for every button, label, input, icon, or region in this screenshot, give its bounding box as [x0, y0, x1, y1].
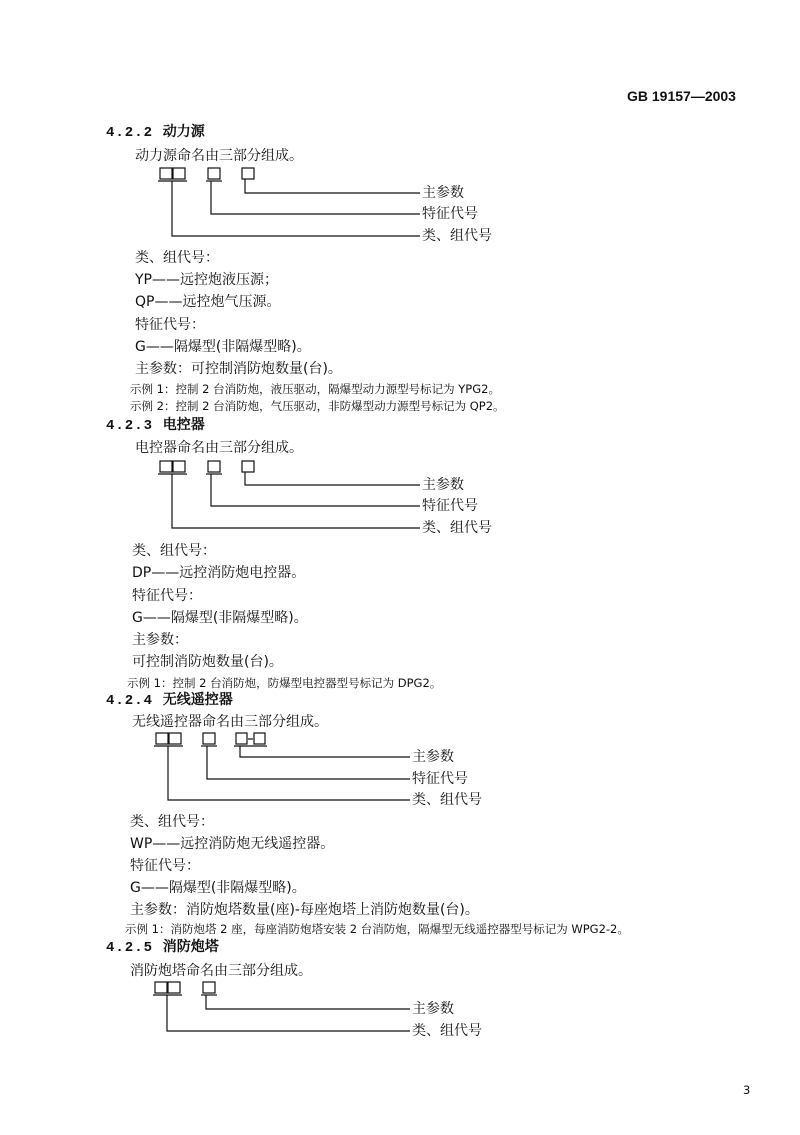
body-line: 特征代号： — [132, 588, 202, 604]
body-line: G——隔爆型(非隔爆型略)。 — [130, 880, 306, 896]
diagram-label: 特征代号 — [422, 206, 478, 222]
diagram-label: 类、组代号 — [412, 792, 482, 808]
example-line: 示例 1：消防炮塔 2 座，每座消防炮塔安装 2 台消防炮，隔爆型无线遥控器型号标记为 WPG2-2。 — [125, 922, 629, 936]
section-number: 4.2.5 — [106, 940, 154, 956]
example-line: 示例 2：控制 2 台消防炮，气压驱动，非防爆型动力源型号标记为 QP2。 — [130, 399, 505, 413]
body-line: DP——远控消防炮电控器。 — [132, 565, 306, 581]
page-number: 3 — [743, 1083, 751, 1097]
diagram-label: 特征代号 — [422, 498, 478, 514]
body-line: 可控制消防炮数量(台)。 — [132, 654, 283, 670]
diagram-label: 类、组代号 — [422, 520, 492, 536]
diagram-label: 主参数 — [412, 749, 454, 765]
body-line: WP——远控消防炮无线遥控器。 — [130, 836, 335, 852]
section-title: 动力源 — [162, 124, 205, 140]
body-line: 类、组代号： — [135, 250, 219, 266]
diagram-label: 主参数 — [422, 477, 464, 493]
example-line: 示例 1：控制 2 台消防炮，液压驱动，隔爆型动力源型号标记为 YPG2。 — [130, 382, 500, 396]
section-title: 电控器 — [162, 417, 205, 433]
diagram-label: 类、组代号 — [422, 228, 492, 244]
section-title: 消防炮塔 — [162, 939, 219, 955]
section-intro: 无线遥控器命名由三部分组成。 — [132, 714, 328, 730]
section-number: 4.2.4 — [106, 693, 154, 709]
body-line: 类、组代号： — [130, 814, 214, 830]
section-number: 4.2.2 — [106, 125, 154, 141]
body-line: 主参数： — [132, 632, 188, 648]
body-line: 类、组代号： — [132, 543, 216, 559]
diagram-label: 主参数 — [412, 1001, 454, 1017]
diagram-label: 特征代号 — [412, 771, 468, 787]
body-line: G——隔爆型(非隔爆型略)。 — [135, 339, 311, 355]
body-line: G——隔爆型(非隔爆型略)。 — [132, 610, 308, 626]
standard-code: GB 19157—2003 — [627, 88, 736, 104]
body-line: 主参数：消防炮塔数量(座)-每座炮塔上消防炮数量(台)。 — [130, 902, 479, 918]
body-line: YP——远控炮液压源； — [135, 272, 278, 288]
section-intro: 动力源命名由三部分组成。 — [135, 148, 303, 164]
body-line: 主参数：可控制消防炮数量(台)。 — [135, 361, 342, 377]
section-number: 4.2.3 — [106, 418, 154, 434]
example-line: 示例 1：控制 2 台消防炮，防爆型电控器型号标记为 DPG2。 — [127, 676, 442, 690]
section-intro: 消防炮塔命名由三部分组成。 — [130, 963, 312, 979]
body-line: 特征代号： — [135, 317, 205, 333]
section-intro: 电控器命名由三部分组成。 — [135, 440, 303, 456]
body-line: 特征代号： — [130, 858, 200, 874]
diagram-label: 类、组代号 — [412, 1023, 482, 1039]
body-line: QP——远控炮气压源。 — [135, 294, 281, 310]
section-title: 无线遥控器 — [162, 692, 233, 708]
diagram-label: 主参数 — [422, 185, 464, 201]
